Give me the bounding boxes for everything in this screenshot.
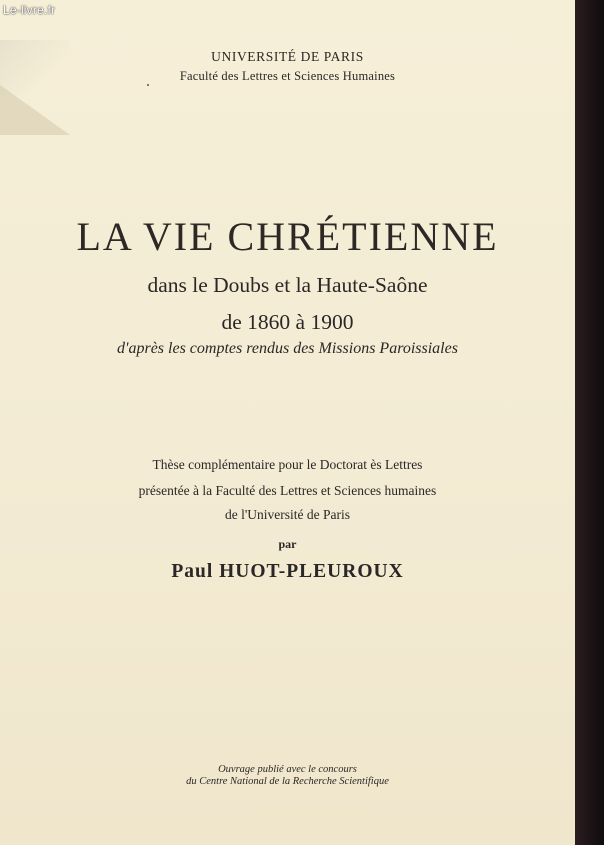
university-name: UNIVERSITÉ DE PARIS <box>211 49 364 64</box>
publication-note-line-2: du Centre National de la Recherche Scientifique <box>186 776 389 787</box>
subtitle-source: d'après les comptes rendus des Missions Paroissiales <box>117 340 458 357</box>
thesis-line-2: présentée à la Faculté des Lettres et Sciences humaines <box>138 483 437 498</box>
thesis-line-1: Thèse complémentaire pour le Doctorat ès Lettres <box>152 457 423 472</box>
thesis-line-3: de l'Université de Paris <box>224 507 351 522</box>
watermark-logo: Le-livre.fr <box>3 3 56 17</box>
subtitle-region: dans le Doubs et la Haute-Saône <box>147 273 428 297</box>
author-name: Paul HUOT-PLEUROUX <box>171 561 404 582</box>
by-label: par <box>278 537 297 551</box>
faculty-name: Faculté des Lettres et Sciences Humaines <box>179 69 396 83</box>
folded-corner <box>0 85 70 135</box>
book-spine <box>575 0 604 845</box>
book-title: LA VIE CHRÉTIENNE <box>76 214 499 259</box>
subtitle-dates: de 1860 à 1900 <box>221 310 354 334</box>
ink-speck <box>147 84 149 86</box>
publication-note-line-1: Ouvrage publié avec le concours <box>218 764 357 775</box>
